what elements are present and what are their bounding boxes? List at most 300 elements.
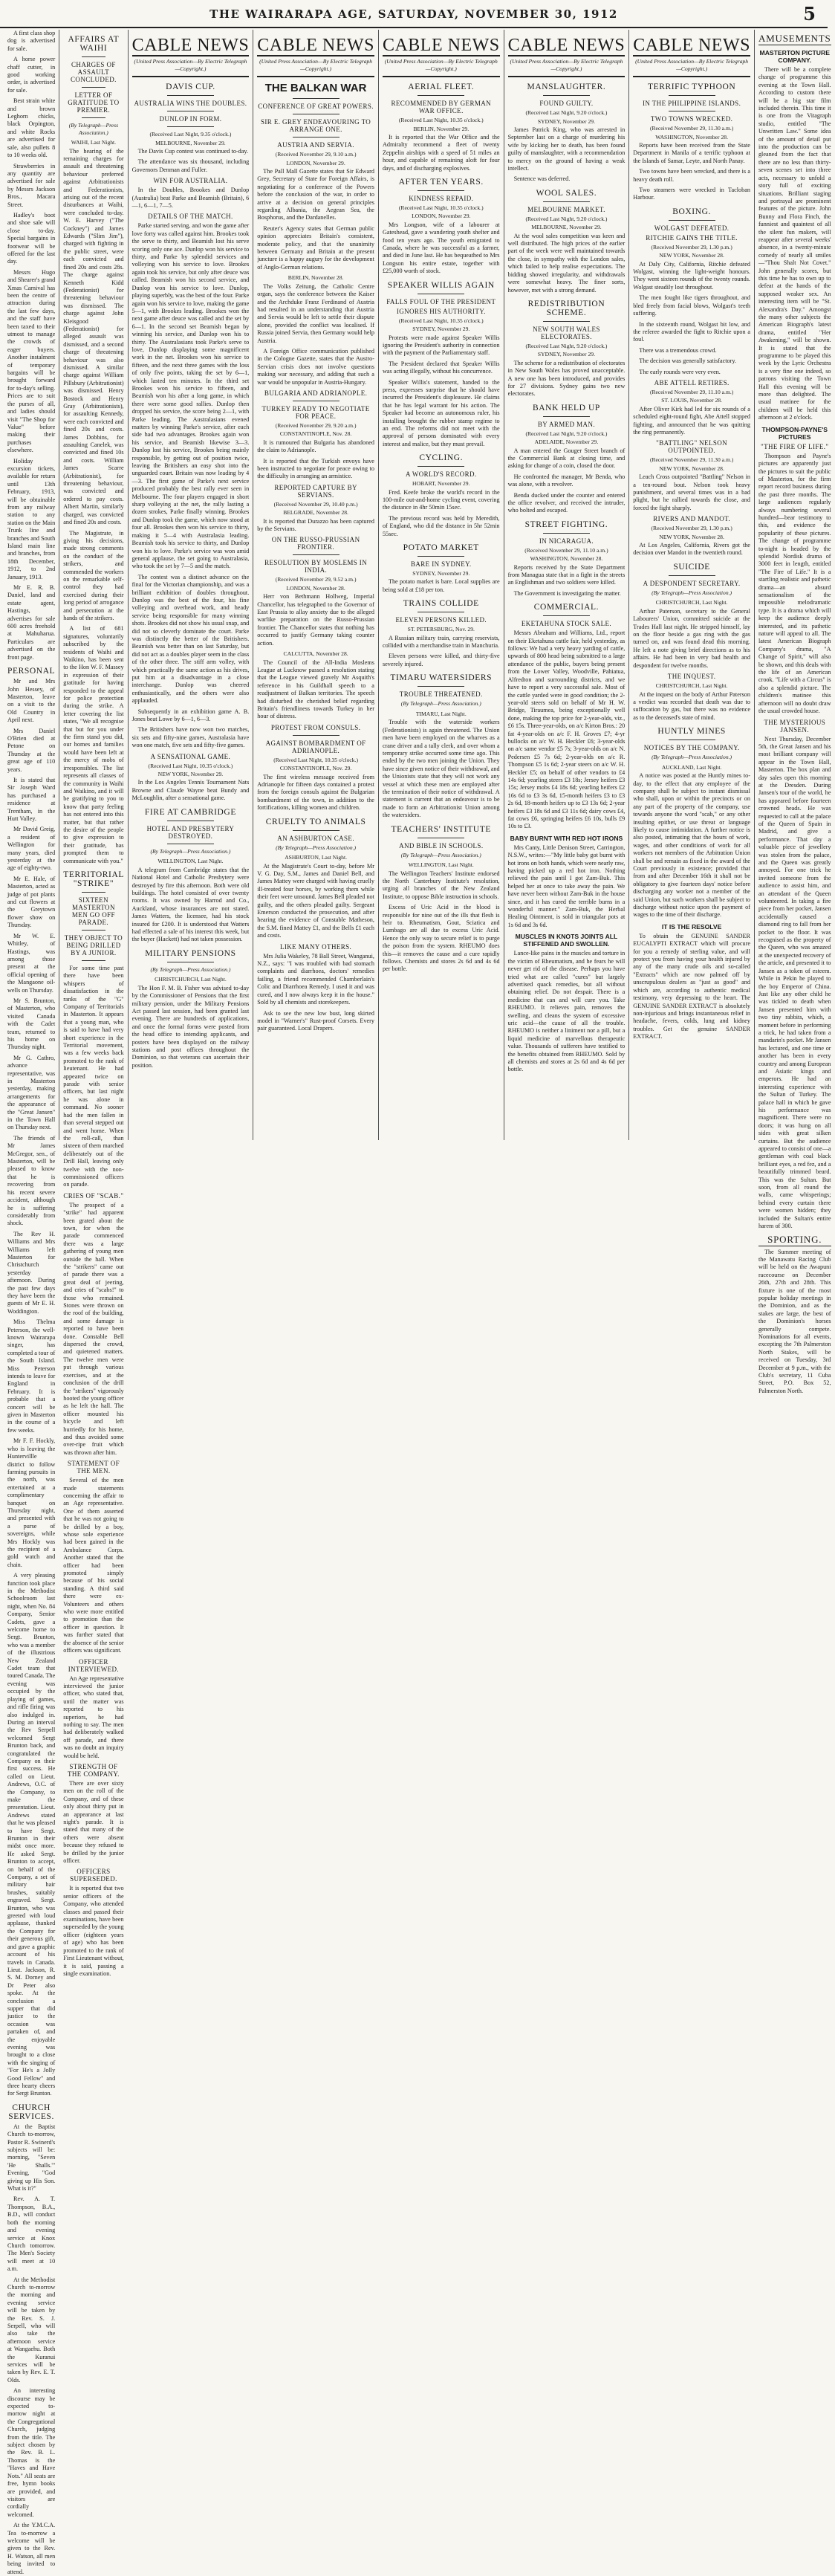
- article-paragraph: At Daly City, California, Ritchie defeated Wolgast, winning the light-weight honours. They went sixteen rounds of the twenty rounds. Wolgast steadily lost throughout.: [633, 260, 750, 291]
- dateline: (Received Last Night, 10.35 o'clock.): [398, 204, 484, 212]
- bold-subheading: THOMPSON-PAYNE'S PICTURES: [761, 425, 828, 441]
- wire-credit: (United Press Association—By Electric Telegraph—Copyright.): [635, 58, 749, 72]
- article-headline: TERRITORIAL "STRIKE": [63, 870, 125, 888]
- masthead: [0, 0, 828, 28]
- dateline: SYDNEY, November 29.: [537, 117, 595, 125]
- article-paragraph: At Los Angeles, California, Rivers got the decision over Mandot in the twentieth round.: [633, 542, 750, 557]
- article-subheading: NEW SOUTH WALES ELECTORATES.: [533, 325, 600, 340]
- dateline: WASHINGTON, November 28.: [530, 555, 603, 563]
- wire-credit: (By Telegraph—Press Association.): [68, 122, 119, 136]
- dateline: (Received November 29, 9.20 a.m.): [275, 421, 357, 429]
- article-subheading: STATEMENT OF THE MEN.: [67, 1460, 120, 1475]
- article-paragraph: It is stated that Sir Joseph Ward has purchased a residence at Trentham, in the Hutt Valley.: [7, 776, 56, 822]
- bold-subheading: MASTERTON PICTURE COMPANY.: [759, 49, 830, 64]
- article-paragraph: At the wool sales competition was keen and well distributed. The high prices of the earlier part of the week were well maintained towards the close, in sympathy with the London sales, which failed to help realise expectations. The bidding showed irregularity, and withdrawals were somewhat heavy. The finer sorts, however, met with a strong demand.: [507, 232, 626, 294]
- dateline: (Received November 29, 10.40 p.m.): [273, 500, 358, 508]
- article-subheading: LETTER OF GRATITUDE TO PREMIER.: [68, 91, 120, 114]
- column-1: [6, 30, 59, 2575]
- article-paragraph: A telegram from Cambridge states that the National Hotel and Catholic Presbytery were destroyed by fire this afternoon. Both were old buildings. The hotel consisted of over twenty rooms. It was owned by Harrod and Co., Auckland, whose insurances are not stated. James Watters, the licensee, had his stock insured for £200. It is understood that Watters had effected a sale of his interest this week, but the buyer (Hackett) had not taken possession.: [131, 866, 250, 943]
- rule-divider: [82, 892, 106, 893]
- article-paragraph: Mr David Greig, a resident of Wellington for many years, died yesterday at the age of eighty-two.: [7, 826, 56, 872]
- article-headline: TRAINS COLLIDE: [403, 599, 479, 609]
- rule-divider: [543, 201, 590, 202]
- dateline: (Received Last Night, 10.35 o'clock.): [148, 762, 233, 769]
- rule-divider: [418, 95, 464, 96]
- major-headline: THE BALKAN WAR: [264, 82, 367, 95]
- dateline: ST. LOUIS, November 28.: [661, 397, 722, 404]
- dateline: NEW YORK, November 29.: [157, 771, 224, 778]
- article-paragraph: There are over sixty men on the roll of the Company, and of these only about thirty put in an appearance at last night's parade. It is stated that many of the others were absent because they refused to be drilled by the junior officer.: [63, 1779, 124, 1865]
- wire-credit: (United Press Association—By Electric Telegraph—Copyright.): [384, 58, 498, 72]
- article-subheading: AND BIBLE IN SCHOOLS.: [399, 841, 484, 850]
- article-subheading: WOLGAST DEFEATED.: [654, 224, 730, 232]
- dateline: HOBART, November 29.: [412, 480, 470, 488]
- wire-credit: (United Press Association—By Electric Telegraph—Copyright.): [510, 58, 623, 72]
- dateline: LONDON, November 29.: [286, 159, 345, 166]
- article-paragraph: In the sixteenth round, Wolgast bit low, and the referee awarded the fight to Ritchie upon a foul.: [633, 320, 750, 343]
- article-headline: WOOL SALES.: [536, 188, 597, 198]
- dateline: LONDON, November 28.: [286, 584, 345, 592]
- rule-divider: [543, 533, 590, 534]
- article-paragraph: A Foreign Office communication published in the Cologne Gazette, states that the Austro-Servian crisis does not involve questions making war necessary, and adding that such a war would be unpopular in Austria-Hungary.: [257, 347, 374, 386]
- dateline: (Received Last Night, 9.20 o'clock.): [525, 109, 608, 117]
- article-subheading: A SENSATIONAL GAME.: [150, 752, 231, 760]
- rule-divider: [82, 117, 106, 118]
- article-paragraph: Mr W. E. Whitley, of Hastings, was among those present at the official opening of the Mangaone oil-wells on Thursday.: [7, 932, 56, 994]
- article-paragraph: At the Baptist Church to-morrow, Pastor R. Swinerd's subjects will be: morning, "Seven 'He Shalls.'" Evening, "God giving up His Son. What is it?": [7, 2123, 56, 2192]
- article-headline: AFTER TEN YEARS.: [398, 178, 484, 187]
- article-paragraph: The early rounds were very even.: [639, 368, 721, 375]
- article-subheading: RIVERS AND MANDOT.: [653, 515, 731, 523]
- dateline: SYDNEY, November 29.: [412, 570, 470, 577]
- article-paragraph: The Government is investigating the matter.: [513, 589, 621, 597]
- article-paragraph: The men fought like tigers throughout, and bled freely from facial blows, Wolgast's teeth suffering.: [633, 294, 750, 317]
- article-paragraph: To obtain the GENUINE SANDER EUCALYPTI EXTRACT which will procure for you a remedy of sterling value, and will protect you from having your health injured by any of the many crude oils and so-called "Extracts" which are now palmed off by unscrupulous dealers as "just as good" and which are, according to authentic medical testimony, very depressing to the heart. The GENUINE SANDER EXTRACT is absolutely non-injurious and brings instantaneous relief in headache, fevers, colds, lung and kidney troubles. Get the genuine SANDER EXTRACT.: [633, 932, 750, 1041]
- article-subheading: BARE IN SYDNEY.: [410, 560, 472, 569]
- article-headline: TEACHERS' INSTITUTE: [391, 824, 492, 834]
- article-paragraph: The Council of the All-India Moslems League at Lucknow passed a resolution stating that the League viewed gravely Mr Asquith's reference in his Guildhall speech to a readjustment of Balkan territories. The speech had disturbed the cherished belief regarding Britain's friendliness towards Turkey in her hour of distress.: [257, 658, 374, 720]
- article-paragraph: Sentence was deferred.: [513, 175, 571, 183]
- column-4: [253, 30, 378, 1140]
- cable-news-heading: CABLE NEWS: [633, 36, 750, 55]
- article-paragraph: Lance-like pains in the muscles and torture in the victim of Rheumatism, and he fears he will never get rid of the disease. Perhaps you have tried what are called "cures" but largely advertised quack remedies, but all without obtaining relief. Do not despair. There is a medicine that can and will cure you. Take RHEUMO. It relieves pain, removes the swelling, and cleans the system of excessive uric acid—the cause of all the trouble. RHEUMO is neither a liniment nor a pill, but a liquid medicine of marvellous therapeutic value. Thousands of sufferers have testified to the benefits obtained from RHEUMO. Sold by all chemists and stores at 2s 6d and 4s 6d per bottle.: [507, 950, 626, 1073]
- article-subheading: IN THE PHILIPPINE ISLANDS.: [643, 100, 741, 108]
- article-paragraph: Mrs Canty, Little Denison Street, Carrington, N.S.W., writes:—"My little baby got burnt with hot irons on both hands, which were nearly raw, having picked up a red hot iron. Nothing relieved the pain until I got Zam-Buk. This helped her at once to take away the pain. We have never been without Zam-Buk in the house since, and it has cured the terrible burns in a wonderful manner." Zam-Buk, the Herbal Healing Ointment, is sold in triangular pots at 1s 6d and 3s 6d.: [507, 844, 626, 928]
- article-paragraph: Rev. A. T. Thompson, B.A., B.D., will conduct both the morning and evening service at Knox Church tomorrow. The Men's Society will meet at 10 a.m.: [7, 2195, 56, 2273]
- rule-divider: [82, 960, 106, 961]
- article-headline: STREET FIGHTING.: [524, 520, 608, 529]
- article-paragraph: The Wellington Teachers' Institute endorsed the North Canterbury Institute's resolution, urging all branches of the New Zealand Institute, to oppose Bible instruction in schools.: [382, 870, 500, 900]
- dateline: (Received Last Night, 9.20 o'clock.): [525, 215, 608, 222]
- article-subheading: OFFICERS SUPERSEDED.: [70, 1868, 117, 1883]
- dateline: BERLIN, November 28.: [287, 274, 344, 282]
- article-subheading: TURKEY READY TO NEGOTIATE FOR PEACE.: [261, 404, 370, 420]
- article-paragraph: The Rev H. Williams and Mrs Williams left Masterton for Christchurch yesterday afternoon. During the past few days they have been the guests of Mr E. H. Woddington.: [7, 1230, 56, 1315]
- dateline: NEW YORK, November 28.: [659, 465, 724, 472]
- article-paragraph: Ask to see the new low bust, long skirted model in "Warner's" Rust-proof Corsets. Every pair guaranteed. Local Drapers.: [257, 1009, 374, 1032]
- dateline: (Received Last Night, 10.35 o'clock.): [273, 756, 358, 763]
- article-paragraph: Holiday excursion tickets, available for return until 13th February, 1913, will be obtainable from any railway station to any station on the Main Trunk line and branches and South Island main line and branches, from 18th December, 1912, to 2nd January, 1913.: [7, 457, 56, 580]
- dateline: CHRISTCHURCH, Last Night.: [155, 976, 227, 983]
- dateline: (Received November 29, 1.30 p.m.): [651, 525, 732, 532]
- article-subheading: TWO TOWNS WRECKED.: [650, 115, 733, 123]
- article-paragraph: Hadley's boot and shoe sale will close to-day. Special bargains in footwear will be offered for the last day.: [7, 211, 56, 265]
- article-paragraph: Mrs Julia Wakeley, 78 Ball Street, Wanganui, N.Z., says: "I was troubled with bad stomach complaints and diarrhoea, doctors' remedies failing, a friend recommended Chamberlain's Colic and Diarrhoea Remedy. I used it and was cured, and I now always keep it in the house." Sold by all chemists and storekeepers.: [257, 952, 374, 1006]
- article-paragraph: The Volks Zeitung, the Catholic Centre organ, says the conference between the Kaiser and the Archduke Franz Ferdinand of Austria had resulted in an understanding that Austria and Servia would be left to settle their dispute alone, provided the conflict was localised. If Russia joined Servia, then Germany would help Austria.: [257, 282, 374, 344]
- article-paragraph: The potato market is bare. Local supplies are being sold at £18 per ton.: [382, 578, 500, 593]
- article-subheading: EKETAHUNA STOCK SALE.: [521, 620, 612, 628]
- article-paragraph: Protests were made against Speaker Willis ignoring the President's authority in connection with the payment of the Parliamentary staff.: [382, 334, 500, 357]
- article-paragraph: The decision was generally satisfactory.: [639, 357, 736, 365]
- article-subheading: OFFICER INTERVIEWED.: [68, 1657, 120, 1673]
- rule-divider: [543, 615, 590, 616]
- article-paragraph: A very pleasing function took place in the Methodist Schoolroom last night, when No. 84 Company, Senior Cadets, gave a welcome home to Sergt. Brunton, who was a member of the illustrious New Zealand Cadet team that toured Canada. The evening was occupied by the playing of games, and rifle firing was also indulged in. During an interval the Rev Serpell welcomed Sergt Brunton back, and congratulated the Company on their first success. He called on Lieut. Andrews, O.C. of the Company, to make the presentation. Lieut. Andrews stated that he was pleased to have Sergt. Brunton in their midst once more. He asked Sergt. Brunton to accept, on behalf of the Company, a set of military hair brushes, suitably engraved. Sergt. Brunton, who was greeted with loud applause, thanked the Company for their generous gift, and gave a graphic account of his travels in Canada. Lieut. Jackson, R. S. M. Dorney and Dr Peter also spoke. At the conclusion a supper that did justice to the occasion was partaken of, and the enjoyable evening was brought to a close with the singing of "For He's a Jolly Good Fellow" and three hearty cheers for Sergt Brunton.: [7, 1572, 56, 2097]
- article-subheading: STRENGTH OF THE COMPANY.: [68, 1762, 120, 1778]
- article-paragraph: The previous record was held by Meredith, of England, who did the distance in 5hr 52min 55sec.: [382, 514, 500, 537]
- dateline: CHRISTCHURCH, Last Night.: [655, 682, 728, 690]
- article-subheading: MELBOURNE MARKET.: [527, 205, 605, 213]
- dateline: (Received Last Night, 9.35 o'clock.): [149, 131, 232, 138]
- article-headline: TERRIFIC TYPHOON: [647, 82, 736, 92]
- column-5: [378, 30, 504, 1140]
- dateline: WASHINGTON, November 28.: [655, 133, 728, 140]
- article-paragraph: At the Y.M.C.A. Tea to-morrow a welcome will be given to the Rev. H. Watson, all men being invited to attend.: [7, 2522, 56, 2575]
- article-subheading: ELEVEN PERSONS KILLED.: [395, 616, 487, 624]
- dateline: (Received November 29, 11.10 a.m.): [524, 546, 608, 554]
- article-paragraph: Next Thursday, December 5th, the Great Jansen and his most brilliant company will appear in the Town Hall, Masterton. The box plan and day sales open this morning at the Dresden. During Jansen's tour of the world, he has appeared before fourteen crowned heads. He was requested to call at the palace of the Queen of Spain in Madrid, and give a performance. That day a valuable piece of jewellery was stolen from the palace, and the Queen was greatly annoyed. For one trick he invited someone from the audience to assist him, and an attendant of the Queen volunteered. In taking a fire piece from her pocket, Jansen accidentally caused a diamond ring to fall from her pocket to the floor. It was recognised as the property of the Queen, who was amazed at the unexpected recovery of the article, and presented it to Jansen as a token of esteem. While in Pekin he played to the boy Emperor of China. Just like any other child he was tickled to death when Jansen presented him with two tiny rabbits, which, a moment before in performing a trick, he had taken from a mandarin's pocket. Mr Jansen has lectured, and one time or another has been in every country and among European and Asiatic kings and emperors. He had an interesting experience with the Sultan of Turkey. The palace hall in which he gave his performance was magnificent. There were no doors; it was hung on all sides with great silken curtains. But the audience appeared to consist of one—a gentleman with coal black brilliant eyes, a red fez, and a beautifully trimmed beard. This was the Sultan. But soon, from all round the walls, came whisperings; behind every curtain there were women hidden; they included the Sultan's entire harem of 300.: [758, 735, 831, 1230]
- article-subheading: RITCHIE GAINS THE TITLE.: [646, 233, 738, 242]
- wire-credit: (United Press Association—By Electric Telegraph—Copyright.): [259, 58, 373, 72]
- section-banner: AMUSEMENTS: [758, 33, 831, 44]
- article-paragraph: Leach Cross outpointed "Battling" Nelson in a ten-round bout. Nelson took heavy punishment, and several times was in a bad plight, but he rallied towards the close, and forced the fight sharply.: [633, 473, 750, 511]
- article-paragraph: Parke started serving, and won the game after love forty was called against him. Brookes took the serve to thirty, and Beamish lost his serve scoring only one ace. Dunlop won his service to thirty, and Parke by splendid services and volleying won his service to love. Brookes again took his service, but only after deuce was called. Beamish won his second service, and Dunlop won his service to love. Dunlop, playing superbly, was the best of the four. Parke again won his service to love, making the game 5—1, with Brookes leading. Brookes won the next game after deuce was called and the set by 6—1. In the second set Beamish began by winning his service, and Dunlop won his to thirty. The Australasians took Parke's serve to love, Dunlop displaying some magnificent work in the net. Brookes won his service to fifteen, and the next three games with the loss of only five points, taking the set by 6—1, which lasted ten minutes. In the third set Brookes won his service to fifteen, and Beamish won his after a long game, in which there were some good rallies. Dunlop then dropped his service, the score being 2—1, with Parke leading. The Australasians evened matters by winning Parke's service, after each side had two advantages. Brookes again won his service, and Beamish likewise 3—3. Dunlop lost his service, Brookes being mainly responsible, by getting out of position twice, leaving the Britishers an easy shot into the unguarded court. Britain was now leading by 4—3. The first game of Parke's next service produced probably the best rally ever seen in Melbourne. The four players engaged in short sharp volleying at the net, the rally lasting a dozen strokes, Parke finally winning. Brookes and Dunlop took the game, which now stood at four all. Brookes then won his service to thirty, making it 5—4 with Australasia leading. Beamish took his service to thirty, and Dunlop won his to love. Parke's service was won amid general applause, the set going to Australasia, who took the set by 7—5 and the match.: [131, 222, 250, 570]
- article-paragraph: Trouble with the waterside workers (Federationists) is again threatened. The Union men have been employed on the wharves as a crane driver and a tally clerk, and over whom a temporary strike occurred some time ago. This ended by the two men joining the Union. They have since given notice of their withdrawal, and the Unionists state that they will not work any vessel at which these men are employed after the termination of their notice of withdrawal. A statement is current that an endeavour is to be made to form an Arbitrationist Union among the watersiders.: [382, 719, 500, 819]
- article-subheading: KINDNESS REPAID.: [409, 195, 474, 203]
- rule-divider: [293, 98, 339, 99]
- article-headline: CRUELTY TO ANIMALS: [265, 817, 366, 826]
- rule-divider: [418, 556, 464, 557]
- dateline: WAIHI, Last Night.: [71, 139, 117, 146]
- article-paragraph: Strawberries in any quantity are advertised for sale by Messrs Jackson Bros., Macara Street.: [7, 162, 56, 208]
- article-headline: CYCLING.: [419, 453, 464, 463]
- article-subheading: "THE FIRE OF LIFE.": [761, 442, 829, 450]
- rule-divider: [543, 321, 590, 322]
- article-paragraph: Fred. Keefe broke the world's record in the 100-mile out-and-home cycling event, covering the distance in 4hr 50min 15sec.: [382, 488, 500, 511]
- article-paragraph: Herr von Bethmann Hollweg, Imperial Chancellor, has telegraphed to the Governor of East Prussia to allay anxiety due to the alleged warlike preparation on the Russo-Prussian frontier. The Chancellor states that nothing has occurred to justify Germany taking counter action.: [257, 593, 374, 647]
- dateline: LONDON, November 29.: [412, 213, 471, 220]
- dateline: ADELAIDE, November 29.: [534, 438, 599, 446]
- dateline: TIMARU, Last Night.: [415, 710, 467, 717]
- article-paragraph: In the Doubles, Brookes and Dunlop (Australia) beat Parke and Beamish (Britain), 6—1, 6—1, 7—5.: [131, 187, 250, 210]
- article-headline: COMMERCIAL.: [533, 603, 600, 612]
- article-paragraph: A Russian military train, carrying reservists, collided with a merchandise train in Manchuria.: [382, 634, 500, 650]
- article-paragraph: Speaker Willis's statement, handed to the press, expresses surprise that he should have incurred the President's displeasure. He claims that he has legal warrant for his action. The Speaker had become an autonomous ruler, his installing brought the rubber stamp regime to an end. The reforms did not meet with the approval of persons dominated with every interest and malice, but they must prevail.: [382, 378, 500, 447]
- rule-divider: [82, 930, 106, 931]
- article-subheading: PROTEST FROM CONSULS.: [270, 723, 361, 731]
- article-subheading: CHARGES OF ASSAULT CONCLUDED.: [71, 61, 117, 83]
- article-paragraph: The Hon F. M. B. Fisher was advised to-day by the Commissioner of Pensions that the first military pension, under the Military Pensions Act passed last session, had been granted last evening. There are hundreds of applications, and once the formal forms were posted from the head office to intending applicants, and posters have been displayed on the railway stations and post offices throughout the Dominion, so that veterans can ascertain their position.: [131, 984, 250, 1069]
- heavy-rule-divider: [633, 76, 750, 77]
- article-paragraph: In the Los Angeles Tennis Tournament Nats Browne and Claude Wayne beat Bundy and McLoughlin, after a sensational game.: [131, 779, 250, 802]
- article-headline: MANSLAUGHTER.: [527, 82, 606, 92]
- dateline: NEW YORK, November 28.: [659, 533, 724, 540]
- cable-news-heading: CABLE NEWS: [382, 36, 500, 55]
- article-subheading: AGAINST BOMBARDMENT OF ADRIANOPLE.: [265, 739, 366, 754]
- article-paragraph: For some time past there have been whispers of dissatisfaction in the ranks of the "G" Company of Territorials in Masterton. It appears that a young man, who is said to have had very short experience in the Territorial movement, was a few weeks back promoted to the rank of lieutenant. He had appeared twice on parade with senior officers, but last night he was alone in command. No sooner had the men fallen in than several stepped out and went home. When the roll-call, than sixteen of them marched deliberately out of the Drill Hall, leaving only twelve with the non-commissioned officers on parade.: [63, 964, 124, 1188]
- dateline: CALCUTTA, November 28.: [283, 650, 348, 658]
- article-paragraph: It is rumoured that Bulgaria has abandoned the claim to Adrianople.: [257, 438, 374, 454]
- section-banner: SPORTING.: [758, 1234, 831, 1246]
- dateline: SYDNEY, November 29.: [537, 351, 595, 358]
- article-subheading: AUSTRALIA WINS THE DOUBLES.: [134, 100, 247, 108]
- article-subheading: CONFERENCE OF GREAT POWERS.: [258, 103, 374, 111]
- article-paragraph: Reuter's Agency states that German public opinion appreciates Britain's consistent, moderate policy, and that the unanimity between Germany and Britain at the present juncture is a happy augury for the development of Anglo-German relations.: [257, 224, 374, 271]
- column-3: [128, 30, 253, 1140]
- article-paragraph: There was a tremendous crowd.: [639, 346, 717, 354]
- article-subheading: DETAILS OF THE MATCH.: [148, 213, 233, 221]
- dateline: (Received November 29, 9.10 a.m.): [275, 151, 357, 158]
- wire-credit: (By Telegraph—Press Association.): [150, 847, 231, 855]
- rule-divider: [418, 190, 464, 191]
- article-paragraph: The Summer meeting of the Manawatu Racing Club will be held on the Awapuni racecourse on December 26th, 27th and 28th. This fixture is one of the most popular holiday meetings in the Dominion, and as the stakes are large, the best of the Dominion's horses generally compete. Nominations for all events, excepting the 7th Palmerston North Stakes, will be received on Tuesday, 3rd December at 9 p.m., with the Club's secretary, 11 Cuba Street, P.O. Box 52, Palmerston North.: [758, 1248, 831, 1394]
- dateline: CONSTANTINOPLE, Nov. 28.: [279, 430, 352, 438]
- article-headline: BOXING.: [672, 207, 712, 216]
- heavy-rule-divider: [508, 76, 626, 77]
- article-headline: AERIAL FLEET.: [408, 82, 475, 92]
- article-paragraph: The attendance was six thousand, including Governors Denman and Fuller.: [131, 158, 250, 173]
- article-paragraph: At the Magistrate's Court to-day, before Mr V. G. Day, S.M., James and Daniel Bell, and James Mattey were charged with having cruelly ill-treated four horses, by working them while their feet were unsound. James Bell pleaded not guilty, and the others pleaded guilty. Sergeant Emerson conducted the prosecution, and after hearing the evidence of Constable Matheson, the S.M. fined Mattey £1, and the Bells £1 each and costs.: [257, 862, 374, 939]
- article-subheading: BULGARIA AND ADRIANOPLE.: [264, 389, 368, 397]
- rule-divider: [293, 554, 339, 555]
- article-paragraph: The Britishers have now won two matches, six sets and fifty-nine games, Australasia have won one match, five sets and fifty-five games.: [131, 726, 250, 749]
- dateline: (Received Last Night, 10.35 o'clock.): [398, 117, 484, 124]
- article-paragraph: Messrs Abraham and Williams, Ltd., report on their Eketahuna cattle fair, held yesterday, as follows: We had a very heavy yarding of cattle, upwards of 800 head being submitted to a large attendance of the public, buyers being present from the Lower Valley, Woodville, Pahiatua, Alfredton and surrounding districts, and we have to report a very successful sale. Most of the cattle yarded were in good condition; the 2-year-old steers sold on behalf of Mr H. W. Bridge, Tiraumea, being exceptionally well done, making the top price for 2-year-olds, viz., £6 15s. Three-year-olds, on a/c Kirton Bros.: 20 fat 4-year-olds on a/c F. H. Groves £7; 4-yr bullocks on a/c W. H. Heckler £6; 3-year-olds on a/c same vendor £5 7s; 3-year-olds on a/c N. Pedersen £5 7s 6d; 2-year-olds on a/c R. Thompson £5 1s 6d; 2-year steers on a/c W. H. Heckler £5; on behalf of other vendors to £4 14s 6d; yearling steers £3 18s; Jersey heifers £3 15s; Jersey mobs £4 18s 6d; yearling heifers £2 16s 6d to £3 3s 6d, 15-month heifers £3 to £3 2s 6d, 18-month heifers up to £3 13s 6d; 2-year heifers £3 18s 6d and £3 11s 6d; dairy cows £4, fat cows £6, springing heifers £6 10s, bulls £9 10s to £3.: [507, 630, 626, 830]
- wire-credit: (By Telegraph—Press Association.): [150, 965, 231, 973]
- article-paragraph: Reports received by the State Department from Managua state that in a fight in the streets an Englishman and two soldiers were killed.: [507, 563, 626, 586]
- dateline: (Received November 29, 11.10 a.m.): [649, 388, 734, 395]
- article-paragraph: Two towns have been wrecked, and there is a heavy death roll.: [633, 168, 750, 183]
- article-headline: CHURCH SERVICES.: [8, 2103, 54, 2121]
- article-paragraph: Mr G. Cathro, advance representative, was in Masterton yesterday, making arrangements for the appearance of the "Great Jansen" in the Town Hall on Thursday next.: [7, 1054, 56, 1131]
- article-subheading: AN ASHBURTON CASE.: [277, 834, 354, 842]
- article-headline: SUICIDE: [673, 562, 710, 572]
- column-2: [59, 30, 127, 1977]
- dateline: BERLIN, November 29.: [413, 125, 470, 132]
- article-paragraph: An interesting discourse may be expected to-morrow night at the Congregational Church, judging from the title. The subject chosen by the Rev. B. L. Thomas is the "Haves and Have Nots." All seats are free, hymn books are provided, and visitors are cordially welcomed.: [7, 2387, 56, 2518]
- article-paragraph: Arthur Paterson, secretary to the General Labourers' Union, committed suicide at the Trades Hall last night. He stripped himself, lay on the floor beside a gas ring with the gas turned on, and was found dead this morning. He left a note giving brief directions as to his affairs. He had been in very bad health and despondent for twelve months.: [633, 607, 750, 669]
- article-paragraph: Mr S. Brunton, of Masterton, who visited Canada with the Cadet team, returned to his home on Thursday night.: [7, 997, 56, 1051]
- article-headline: AFFAIRS AT WAIHI: [68, 35, 120, 53]
- article-paragraph: Mrs Longson, wife of a labourer at Gateshead, gave a wandering youth shelter and food ten years ago. The youth emigrated to Canada, where he was successful as a farmer, and died in June last. He has bequeathed to Mrs Longson his entire estate, together with £25,000 worth of stock.: [382, 221, 500, 275]
- dateline: MELBOURNE, November 29.: [155, 139, 226, 146]
- article-subheading: IN NICARAGUA.: [539, 537, 594, 545]
- cable-news-heading: CABLE NEWS: [507, 36, 626, 55]
- article-subheading: FOUND GUILTY.: [539, 100, 594, 108]
- dateline: (Received November 29, 1.30 p.m.): [651, 243, 732, 250]
- column-7: [628, 30, 754, 1140]
- article-paragraph: The Davis Cup contest was continued to-day.: [137, 148, 248, 155]
- rule-divider: [167, 126, 214, 127]
- dateline: (Received November 29, 11.30 a.m.): [649, 125, 734, 132]
- article-subheading: IGNORES HIS AUTHORITY.: [396, 307, 486, 315]
- article-subheading: FALLS FOUL OF THE PRESIDENT: [386, 297, 496, 305]
- article-subheading: CRIES OF "SCAB.": [63, 1191, 124, 1200]
- article-headline: BANK HELD UP: [532, 403, 600, 412]
- dateline: WELLINGTON, Last Night.: [408, 861, 474, 869]
- dateline: (Received November 29, 11.30 a.m.): [649, 456, 734, 464]
- article-paragraph: A man entered the Gouger Street branch of the Commercial Bank at closing time, and asking for change of a coin, closed the door.: [507, 447, 626, 470]
- page-number: 5: [803, 3, 816, 25]
- article-paragraph: The friends of Mr James McGregor, sen., of Masterton, will be pleased to know that he is recovering from his recent severe accident, although he is suffering considerably from shock.: [7, 1134, 56, 1227]
- article-paragraph: At the Methodist Church to-morrow the morning and evening service will be taken by the Rev. S. J. Serpell, who will also take the afternoon service at Wangaehu. Both the Kuranui services will be taken by Rev. E. T. Olds.: [7, 2276, 56, 2384]
- article-subheading: THEY OBJECT TO BEING DRILLED BY A JUNIOR.: [64, 933, 123, 957]
- heavy-rule-divider: [132, 76, 250, 77]
- bold-subheading: BABY BURNT WITH RED HOT IRONS: [510, 834, 623, 842]
- dateline: ST. PETERSBURG, Nov. 29.: [407, 626, 475, 633]
- article-paragraph: The hearing of the remaining charges for assault and threatening behaviour preferred against Arbitrationists and Federationists, arising out of the recent disturbances at Waihi, were concluded to-day. W. E. Harvey ("The Cockney") and James Edwards ("Slim Jim"), charged with fighting in the public street, were each convicted and fined 20s and costs 28s. The charge against Kenneth Kidd (Federationist) for threatening behaviour was dismissed. The charge against John Kleisgood (Federationist) for alleged assault was dismissed, and a second charge of threatening behaviour was also dismissed. A similar charge against William Pillsbury (Arbitrationist) was dismissed. Henry Bostock and Henry Gray (Arbitrationists), for assaulting Kennedy, were each convicted and fined 20s and costs. James Dobbins, for assaulting Canelek, was convicted and fined 10s and costs. William James Scarre (Arbitrationist), for threatening behaviour, was convicted and ordered to pay costs. Albert Martin, similarly charged, was convicted and fined 20s and costs.: [63, 147, 124, 526]
- article-subheading: REPORTED CAPTURE BY SERVIANS.: [274, 483, 357, 499]
- article-headline: POTATO MARKET: [403, 543, 479, 553]
- article-subheading: ON THE RUSSO-PRUSSIAN FRONTIER.: [271, 536, 360, 551]
- article-paragraph: Excess of Uric Acid in the blood is responsible for nine out of the ills that flesh is heir to. Rheumatism, Gout, Sciatica and Lumbago are all due to excess Uric Acid. Hence the only way to secure relief is to purge the poison from the system. RHEUMO does this—it removes the cause and a cure rapidly follows. Chemists and stores 2s 6d and 4s 6d per bottle.: [382, 904, 500, 973]
- article-paragraph: A list of 681 signatures, voluntarily subscribed by the residents of Waihi and Waikino, has been sent to the Hon W. F. Massey in expression of their gratitude for having responded to the appeal for police protection during the strike. A letter covering the list states, "We all recognise that but for you under the firm stand you did, our homes and families would have been left at the mercy of mobs of irresponsibles. The list represents all classes of the community in Waihi and Waikino, and it will be gratifying to you to know that party feeling has not entered into this matter, but that rather the desire of the people to give expression to their gratitude, has prompted them to communicate with you.": [63, 625, 124, 864]
- dateline: (Received November 29, 9.52 a.m.): [275, 576, 357, 583]
- article-paragraph: An Age representative interviewed the junior officer, who stated that, until the matter was reported to his superiors, he had nothing to say. The men had deliberately walked off parade, and there was no doubt an inquiry would be held.: [63, 1674, 124, 1759]
- rule-divider: [543, 95, 590, 96]
- article-paragraph: Miss Thelma Peterson, the well-known Wairarapa singer, has completed a tour of the South Island. Miss Peterson intends to leave for England in February. It is probable that a concert will be given in Masterton in the course of a few weeks.: [7, 1318, 56, 1434]
- article-subheading: "BATTLING" NELSON OUTPOINTED.: [656, 439, 728, 455]
- article-paragraph: It is reported that the War Office and the Admiralty recommend a fleet of twenty Zeppelin airships with a speed of 51 miles an hour, and capable of remaining aloft for four days, and of discharging explosives.: [382, 134, 500, 172]
- dateline: (Received Last Night, 9.20 o'clock.): [525, 342, 608, 349]
- rule-divider: [418, 686, 464, 687]
- dateline: WELLINGTON, Last Night.: [157, 858, 224, 865]
- article-subheading: ABE ATTELL RETIRES.: [654, 378, 730, 386]
- dateline: (Received Last Night, 10.35 o'clock.): [398, 317, 484, 324]
- article-paragraph: The scheme for a redistribution of electorates in New South Wales has proved unacceptable. A new one has been introduced, and provides for 27 divisions. Sydney gains two new electorates.: [507, 359, 626, 398]
- article-paragraph: Benda ducked under the counter and entered the office revolver, and received the intruder, who bolted and escaped.: [507, 491, 626, 514]
- article-subheading: SIR E. GREY ENDEAVOURING TO ARRANGE ONE.: [260, 118, 371, 134]
- article-paragraph: The Pall Mall Gazette states that Sir Edward Grey, Secretary of State for Foreign Affairs, is negotiating for a conference of the Powers before the conclusion of the war, in order to arrive at a decision on general principles regarding Albania, the Aegean Sea, the Bosphorus, and the Dardanelles.: [257, 168, 374, 221]
- article-paragraph: It is reported that two senior officers of the Company, who attended classes and passed their examinations, have been superseded by the young officer (eighteen years of age) who has been promoted to the rank of First Lieutenant without, it is said, passing a single examination.: [63, 1885, 124, 1977]
- article-subheading: LIKE MANY OTHERS.: [279, 942, 352, 951]
- rule-divider: [669, 95, 715, 96]
- rule-divider: [293, 830, 339, 831]
- article-subheading: HOTEL AND PRESBYTERY DESTROYED.: [146, 824, 235, 840]
- rule-divider: [669, 575, 715, 576]
- rule-divider: [669, 220, 715, 221]
- article-paragraph: Mr F. F. Hockly, who is leaving the Huntervillle district to follow farming pursuits in the north, was entertained at a complimentary banquet on Thursday night, and presented with a purse of sovereigns, while Mrs Hockly was the recipient of a gold watch and chain.: [7, 1437, 56, 1568]
- article-paragraph: A first class shop dog is advertised for sale.: [7, 30, 56, 52]
- dateline: NEW YORK, November 28.: [659, 252, 724, 259]
- rule-divider: [82, 56, 106, 57]
- column-6: [504, 30, 629, 1140]
- dateline: MELBOURNE, November 29.: [531, 224, 602, 231]
- article-subheading: AUSTRIA AND SERVIA.: [277, 141, 354, 149]
- article-paragraph: The first wireless message received from Adrianople for fifteen days contained a protest from the foreign consuls against the Bulgarian bombardment of the town, in addition to the fortifications, killing women and children.: [257, 773, 374, 812]
- article-paragraph: Thompson and Payne's pictures are apparently just the pictures to suit the public of Masterton, for the firm report record business during the past three months. The large audiences regularly always numbering several hundred—bear testimony to this, and evidence the popularity of these pictures. The change of programme to-night is headed by the splendid Nordisk drama of 3000 feet in length, entitled "The Fire of Life." It is a startling realistic and pathetic drama—an absurd sensationalism of the impossible melodramatic type. It is a drama which will keep the audience deeply interested, and its pathetic nature will appeal to all. The latest American Biograph Company's drama, "A Change of Spirit," will also be shown, and this deals with the life of an American crook. "Life with a Circus" is also a splendid picture. The children's matinee this afternoon will no doubt draw the usual crowded house.: [758, 452, 831, 715]
- dateline: BELGRADE, November 28.: [283, 509, 348, 517]
- cable-news-heading: CABLE NEWS: [131, 36, 250, 55]
- article-subheading: RESOLUTION BY MOSLEMS IN INDIA.: [264, 559, 368, 575]
- wire-credit: (By Telegraph—Press Association.): [652, 754, 732, 761]
- rule-divider: [293, 735, 339, 736]
- article-headline: TIMARU WATERSIDERS: [390, 673, 493, 683]
- dateline: CHRISTCHURCH, Last Night.: [655, 599, 728, 606]
- article-subheading: RECOMMENDED BY GERMAN WAR OFFICE.: [391, 100, 492, 115]
- article-subheading: DUNLOP IN FORM.: [159, 115, 222, 123]
- rule-divider: [82, 87, 106, 88]
- wire-credit: (By Telegraph—Press Association.): [400, 851, 481, 858]
- article-subheading: WIN FOR AUSTRALIA.: [153, 177, 228, 185]
- article-headline: FIRE AT CAMBRIDGE: [144, 807, 236, 817]
- article-paragraph: Mr and Mrs John Hessey, of Masterton, leave on a visit to the Old Country in April next.: [7, 678, 56, 724]
- heavy-rule-divider: [257, 76, 374, 77]
- article-subheading: THE INQUEST.: [667, 673, 716, 681]
- article-paragraph: The contest was a distinct advance on the final for the Victorian championship, and was a brilliant exhibition of doubles throughout. Dunlop was the best of the four, his fine volleying and overhead work, and heady service being responsible for many winning shots. Brookes did not show his usual snap, and did not so cleverly dominate the court. Parke was distinctly the better of the Britishers. Beamish was better than on last Saturday, but did not act as a doubles player seem in the class of the other three. The stiff arm volley, with which practically the same action as his drives, put him at a disadvantage in a close interchange. Dunlop was cheered enthusiastically, and the others were also applauded.: [131, 573, 250, 705]
- rule-divider: [543, 416, 590, 417]
- dateline: SYDNEY, November 29.: [412, 326, 470, 333]
- article-paragraph: It is reported that the Turkish envoys have been instructed to negotiate for peace owing to the difficulty in arranging an armistice.: [257, 457, 374, 480]
- article-paragraph: It is reported that Durazzo has been captured by the Servians.: [257, 517, 374, 533]
- article-paragraph: A notice was posted at the Huntly mines to-day, to the effect that any employee of the company shall be subject to instant dismissal who shall, upon or within the precincts or on any part of the property of the company, use towards anyone the word "scab," or any other insulting epithet, or use threat or language likely to cause intimidation. A further notice is also posted, intimating that the hours of work, wages, and other conditions of work for all workers not members of the Arbitration Union shall be and remain as fixed in the award of the Court previously in existence; provided that from and after December 16th it shall not be obligatory to give fourteen days' notice before discharging any worker not a member of the said Union, but such workers shall be subject to discharge without notice upon the payment of wages to the time of their discharge.: [633, 772, 750, 919]
- article-paragraph: The Magistrate, in giving his decisions, made strong comments on the conduct of the strikers, and commended the workers on the remarkable self-control they had exercised during their long period of arrogance and persecution at the hands of the strikers.: [63, 529, 124, 621]
- article-paragraph: Eleven persons were killed, and thirty-five severely injured.: [382, 653, 500, 667]
- article-paragraph: The President declared that Speaker Willis was acting illegally, without his concurrence.: [382, 360, 500, 375]
- article-paragraph: After Oliver Kirk had led for six rounds of a scheduled eight-round fight, Abe Attell stopped fighting, and announced that he was quitting the ring permanently.: [633, 405, 750, 436]
- dateline: AUCKLAND, Last Night.: [661, 763, 722, 771]
- article-headline: HUNTLY MINES: [657, 727, 726, 737]
- article-paragraph: Mr E. R. B. Daniel, land and estate agent, Hastings, advertises for sale 600 acres freehold at Mahuharua. Particulars are advertised on the front page.: [7, 584, 56, 661]
- article-paragraph: Reports have been received from the State Department in Manila of a terrific typhoon at the Islands of Samar, Leyte, and North Panay.: [633, 142, 750, 164]
- wire-credit: (By Telegraph—Press Association.): [276, 844, 357, 851]
- dateline: CONSTANTINOPLE, Nov. 29.: [279, 765, 352, 772]
- article-paragraph: At the inquest on the body of Arthur Paterson a verdict was recorded that death was due to suffocation by gas, but there was no evidence as to the deceased's state of mind.: [633, 690, 750, 721]
- masthead-title: THE WAIRARAPA AGE, SATURDAY, NOVEMBER 30, 1912: [209, 7, 618, 21]
- dateline: ASHBURTON, Last Night.: [285, 854, 347, 861]
- column-8: [754, 30, 835, 1394]
- article-paragraph: James Patrick King, who was arrested in September last on a charge of murdering his wife by kicking her to death, has been found guilty of manslaughter, with a recommendation to mercy on the ground of having a weak intellect.: [507, 126, 626, 172]
- article-subheading: THE MYSTERIOUS JANSEN.: [764, 718, 826, 734]
- rule-divider: [167, 95, 214, 96]
- article-headline: SPEAKER WILLIS AGAIN: [387, 280, 495, 290]
- cable-news-heading: CABLE NEWS: [257, 36, 374, 55]
- article-paragraph: Mr E. Hale, of Masterton, acted as judge of pot plants and cut flowers at the Greytown flower show on Thursday.: [7, 875, 56, 929]
- article-subheading: SIXTEEN MASTERTON MEN GO OFF PARADE.: [71, 896, 115, 926]
- article-headline: MILITARY PENSIONS: [145, 948, 236, 958]
- bold-subheading: MUSCLES IN KNOTS JOINTS ALL STIFFENED AND SWOLLEN.: [515, 933, 618, 948]
- dateline: (Received Last Night, 9.20 o'clock.): [525, 430, 608, 437]
- wire-credit: (By Telegraph—Press Association.): [652, 589, 732, 596]
- article-subheading: A DESPONDENT SECRETARY.: [643, 579, 741, 587]
- article-paragraph: Subsequently in an exhibition game A. B. Jones beat Lowe by 6—1, 6—3.: [131, 708, 250, 723]
- bold-subheading: IT IS THE RESOLVE: [661, 922, 722, 931]
- article-paragraph: He confronted the manager, Mr Benda, who was alone, with a revolver.: [507, 473, 626, 488]
- article-paragraph: Two steamers were wrecked in Tacloban Harbour.: [633, 187, 750, 201]
- article-headline: DAVIS CUP.: [166, 82, 215, 92]
- article-subheading: A WORLD'S RECORD.: [406, 470, 477, 479]
- article-paragraph: The prospect of a "strike" had apparent been grated about the town, for when the parade commenced there was a large gathering of young men outside the hall. When the "strikers" came out of parade there was a great deal of jeering, and cries of "scabs!" to those who remained. Stones were thrown on the roof of the building, and some damage is reported to have been done. Constable Bell dispersed the crowd, and quietened matters. The twelve men were put through various exercises, and at the conclusion of the drill the "strikers" vigorously hooted the young officer as he left the hall. The officer mounted his bicycle and left hurriedly for his home, and thus avoided some over-ripe fruit which was thrown after him.: [63, 1201, 124, 1456]
- article-paragraph: There will be a complete change of programme this evening at the Town Hall. According to custom there will be a big star film included therein. This time it is one from the Vitagraph studio, entitled "The Unwritten Law." Some idea of the amount of detail put into the production can be gleaned from the fact that there are no less than thirty-seven scenes set into three acts, necessary to unfold a story full of exciting situations. Brilliant staging and portrayal are prominent features of the picture. John Bunny and Flora Finch, the funniest and quaintest of all the silent fun makers, will reappear after several weeks' absence, in a twenty-minute comedy of nearly all smiles—"Thou Shalt Not Covet." John generally scores, but this time he has to own up to defeat at the hands of the supposed weaker sex. An interesting item will be "St. Alexandra's Day." Amongst the many other subjects the American Biograph's latest drama, entitled "Her Awakening," will be shown. It is stated that the programme to be played this week by the Lyric Orchestra is a very fine one indeed, so patrons visiting the Town Hall this evening will be more than delighted. The usual matinee for the children will be held this afternoon at 2 o'clock.: [758, 66, 831, 421]
- article-subheading: NOTICES BY THE COMPANY.: [643, 744, 740, 752]
- article-paragraph: Messrs Hugo and Shearer's grand Xmas Carnival has been the centre of attraction during the last few days, and the staff have been taxed to their utmost to manage the crowds of eager buyers. Another instalment of temporary bargains will be brought forward for to-day's selling. Prices are to suit the purses of all, and ladies should visit "The Shop for Value" before making their purchases elsewhere.: [7, 268, 56, 454]
- heavy-rule-divider: [383, 76, 500, 77]
- columns-container: [6, 30, 831, 2575]
- rule-divider: [418, 466, 464, 467]
- wire-credit: (By Telegraph—Press Association.): [400, 700, 481, 708]
- article-paragraph: A horse power chaff cutter, in good working order, is advertised for sale.: [7, 56, 56, 94]
- article-subheading: TROUBLE THREATENED.: [399, 690, 483, 699]
- article-subheading: BY ARMED MAN.: [537, 420, 596, 428]
